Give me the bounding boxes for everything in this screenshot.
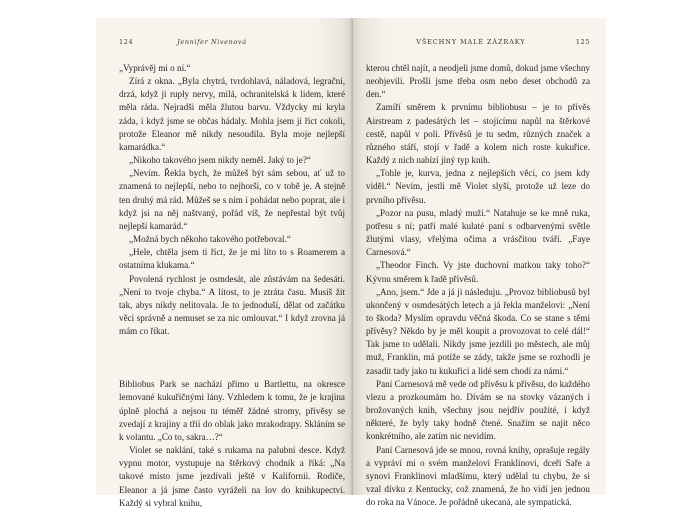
left-page — [96, 18, 353, 508]
paragraph: „Hele, chtěla jsem ti říct, že je mi líto to s Roamerem a ostatníma klukama.“ — [119, 247, 345, 271]
right-running-head — [366, 38, 590, 50]
paragraph: Zírá z okna. „Byla chytrá, tvrdohlavá, náladová, legrační, drzá, když ji rupły nervy, milá, ochranitelská k lidem, které měla ráda. Nejradši měla žlutou barvu. Vždycky mi kryla záda, i když jsme se občas hádaly. Mohla jsem jí říct cokoli, protože Eleanor mě nikdy nesoudila. Byla moje nejlepší kamarádka.“ — [119, 76, 345, 152]
right-page-text — [366, 62, 590, 509]
right-page-number: 125 — [575, 38, 590, 46]
paragraph: „Pozor na pusu, mladý muži.“ Natahuje se ke mně ruka, potřesu s ní; patří malé kulaté paní s odbarvenými světle žlutými vlasy, vřelýma očima a vrásčitou tváří. „Faye Carnesová.“ — [366, 207, 590, 258]
paragraph: Bibliobus Park se nachází přímo u Bartlettu, na okresce lemované kukuřičnými lány. Vzhledem k tomu, že je krajina úplně plochá a nejsou tu téměř žádné stromy, přívěsy se zvedají z krajiny a tříí do oblak jako mrakodrapy. Skláním se k volantu. „Co to, sakra…?“ — [119, 379, 345, 442]
paragraph: „Nikoho takového jsem nikdy neměl. Jaký to je?“ — [129, 155, 311, 166]
right-page — [353, 18, 606, 508]
paragraph: Paní Carnesová mě vede od přívěsu k přívěsu, do každého vlezu a prozkoumám ho. Dívám se na stovky vázaných i brožovaných knih, všechny jsou nejdřív použité, i když některé, že byly taky hodně čtené. Snažím se najít něco konkrétního, ale zatím nic nevidím. — [366, 378, 590, 442]
paragraph: „Ano, jsem.“ Jde a já ji následuju. „Provoz bibliobusů byl ukončený v osmdesátých letech a já řekla manželovi: „Není to škoda? Myslím opravdu věčná škoda. Co se stane s těmi přívěsy? Někdo by je měl koupit a provozovat to celé dál!“ Tak jsme to udělali. Nikdy jsme jezdili po městech, ale můj muž, Franklin, má potíže se zády, takže jsme se rozhodli je zasadit tady jako tu kukuřici a lidé sem chodí za námi.“ — [366, 286, 590, 376]
paragraph: Violet se naklání, také s rukama na palubní desce. Když vypnu motor, vystupuje na štěrkový chodník a říká: „Na takové místo jsme jezdívali ještě v Kalifornii. Rodiče, Eleanor a já jsme často vyráželi na lov do knihkupectví. Každý si vybral knihu, — [119, 445, 345, 508]
paragraph: „Theodor Finch. Vy jste duchovní matkou taky toho?“ Kývnu směrem k řadě přívěsů. — [366, 260, 590, 284]
paragraph: „Vyprávěj mi o ní.“ — [119, 63, 191, 73]
paragraph: Paní Carnesová jde se mnou, rovná knihy, oprašuje regály a vypráví mi o svém manželovi Franklinovi, dceři Saře a synovi Franklinovi mladšímu, který udělal tu chybu, že si vzal dívku z Kentucky, což znamená, že ho vidí jen jednou do roka na Vánoce. Je pořádně ukecaná, ale sympatická. — [366, 444, 590, 508]
paragraph: Povolená rychlost je osmdesát, ale zůstávám na šedesáti. „Není to tvoje chyba.“ A lítost, to je ztráta času. Musíš žít tak, abys nikdy nelitovala. Je to jednoduší, dělat od začátku věci správně a nemuset se za nic omlouvat.“ I když zrovna já mám co říkat. — [119, 273, 345, 337]
left-page-number: 124 — [119, 38, 134, 46]
paragraph: Zamíří směrem k prvnímu bibliobusu – je to přívěs Airstream z padesátých let – stojícímu napůl na štěrkové cestě, napůl v poli. Přívěsů je tu sedm, různých značek a různého stáří, stojí v řadě a kolem nich roste kukuřice. Každý z nich nabízí jiný typ knih. — [366, 102, 590, 166]
paragraph: „Nevím. Řekla bych, že můžeš být sám sebou, ať už to znamená to nejlepší, nebo to nejhorší, co v tobě je. A stejně ten druhý má rád. Můžeš se s ním i pohádat nebo poprat, ale i když jsi na něj naštvaný, pořád víš, že nepřestal být tvůj nejlepší kamarád.“ — [119, 168, 345, 231]
paragraph: „Možná bych někoho takového potřeboval.“ — [129, 234, 291, 245]
paragraph: „Tohle je, kurva, jedna z nejlepších věcí, co jsem kdy viděl.“ Nevím, jestli mě Violet slyší, protože už leze do prvního přívěsu. — [366, 168, 590, 205]
right-running-title: VŠECHNY MALÉ ZÁZRAKY — [416, 38, 526, 46]
left-running-title: Jennifer Nivenová — [177, 38, 247, 46]
left-page-text — [119, 62, 345, 510]
paragraph: kterou chtěl najít, a neodjeli jsme domů, dokud jsme všechny neobjevili. Prošli jsme třeba osm nebo deset obchodů za den.“ — [366, 63, 590, 100]
left-running-head — [119, 38, 345, 50]
